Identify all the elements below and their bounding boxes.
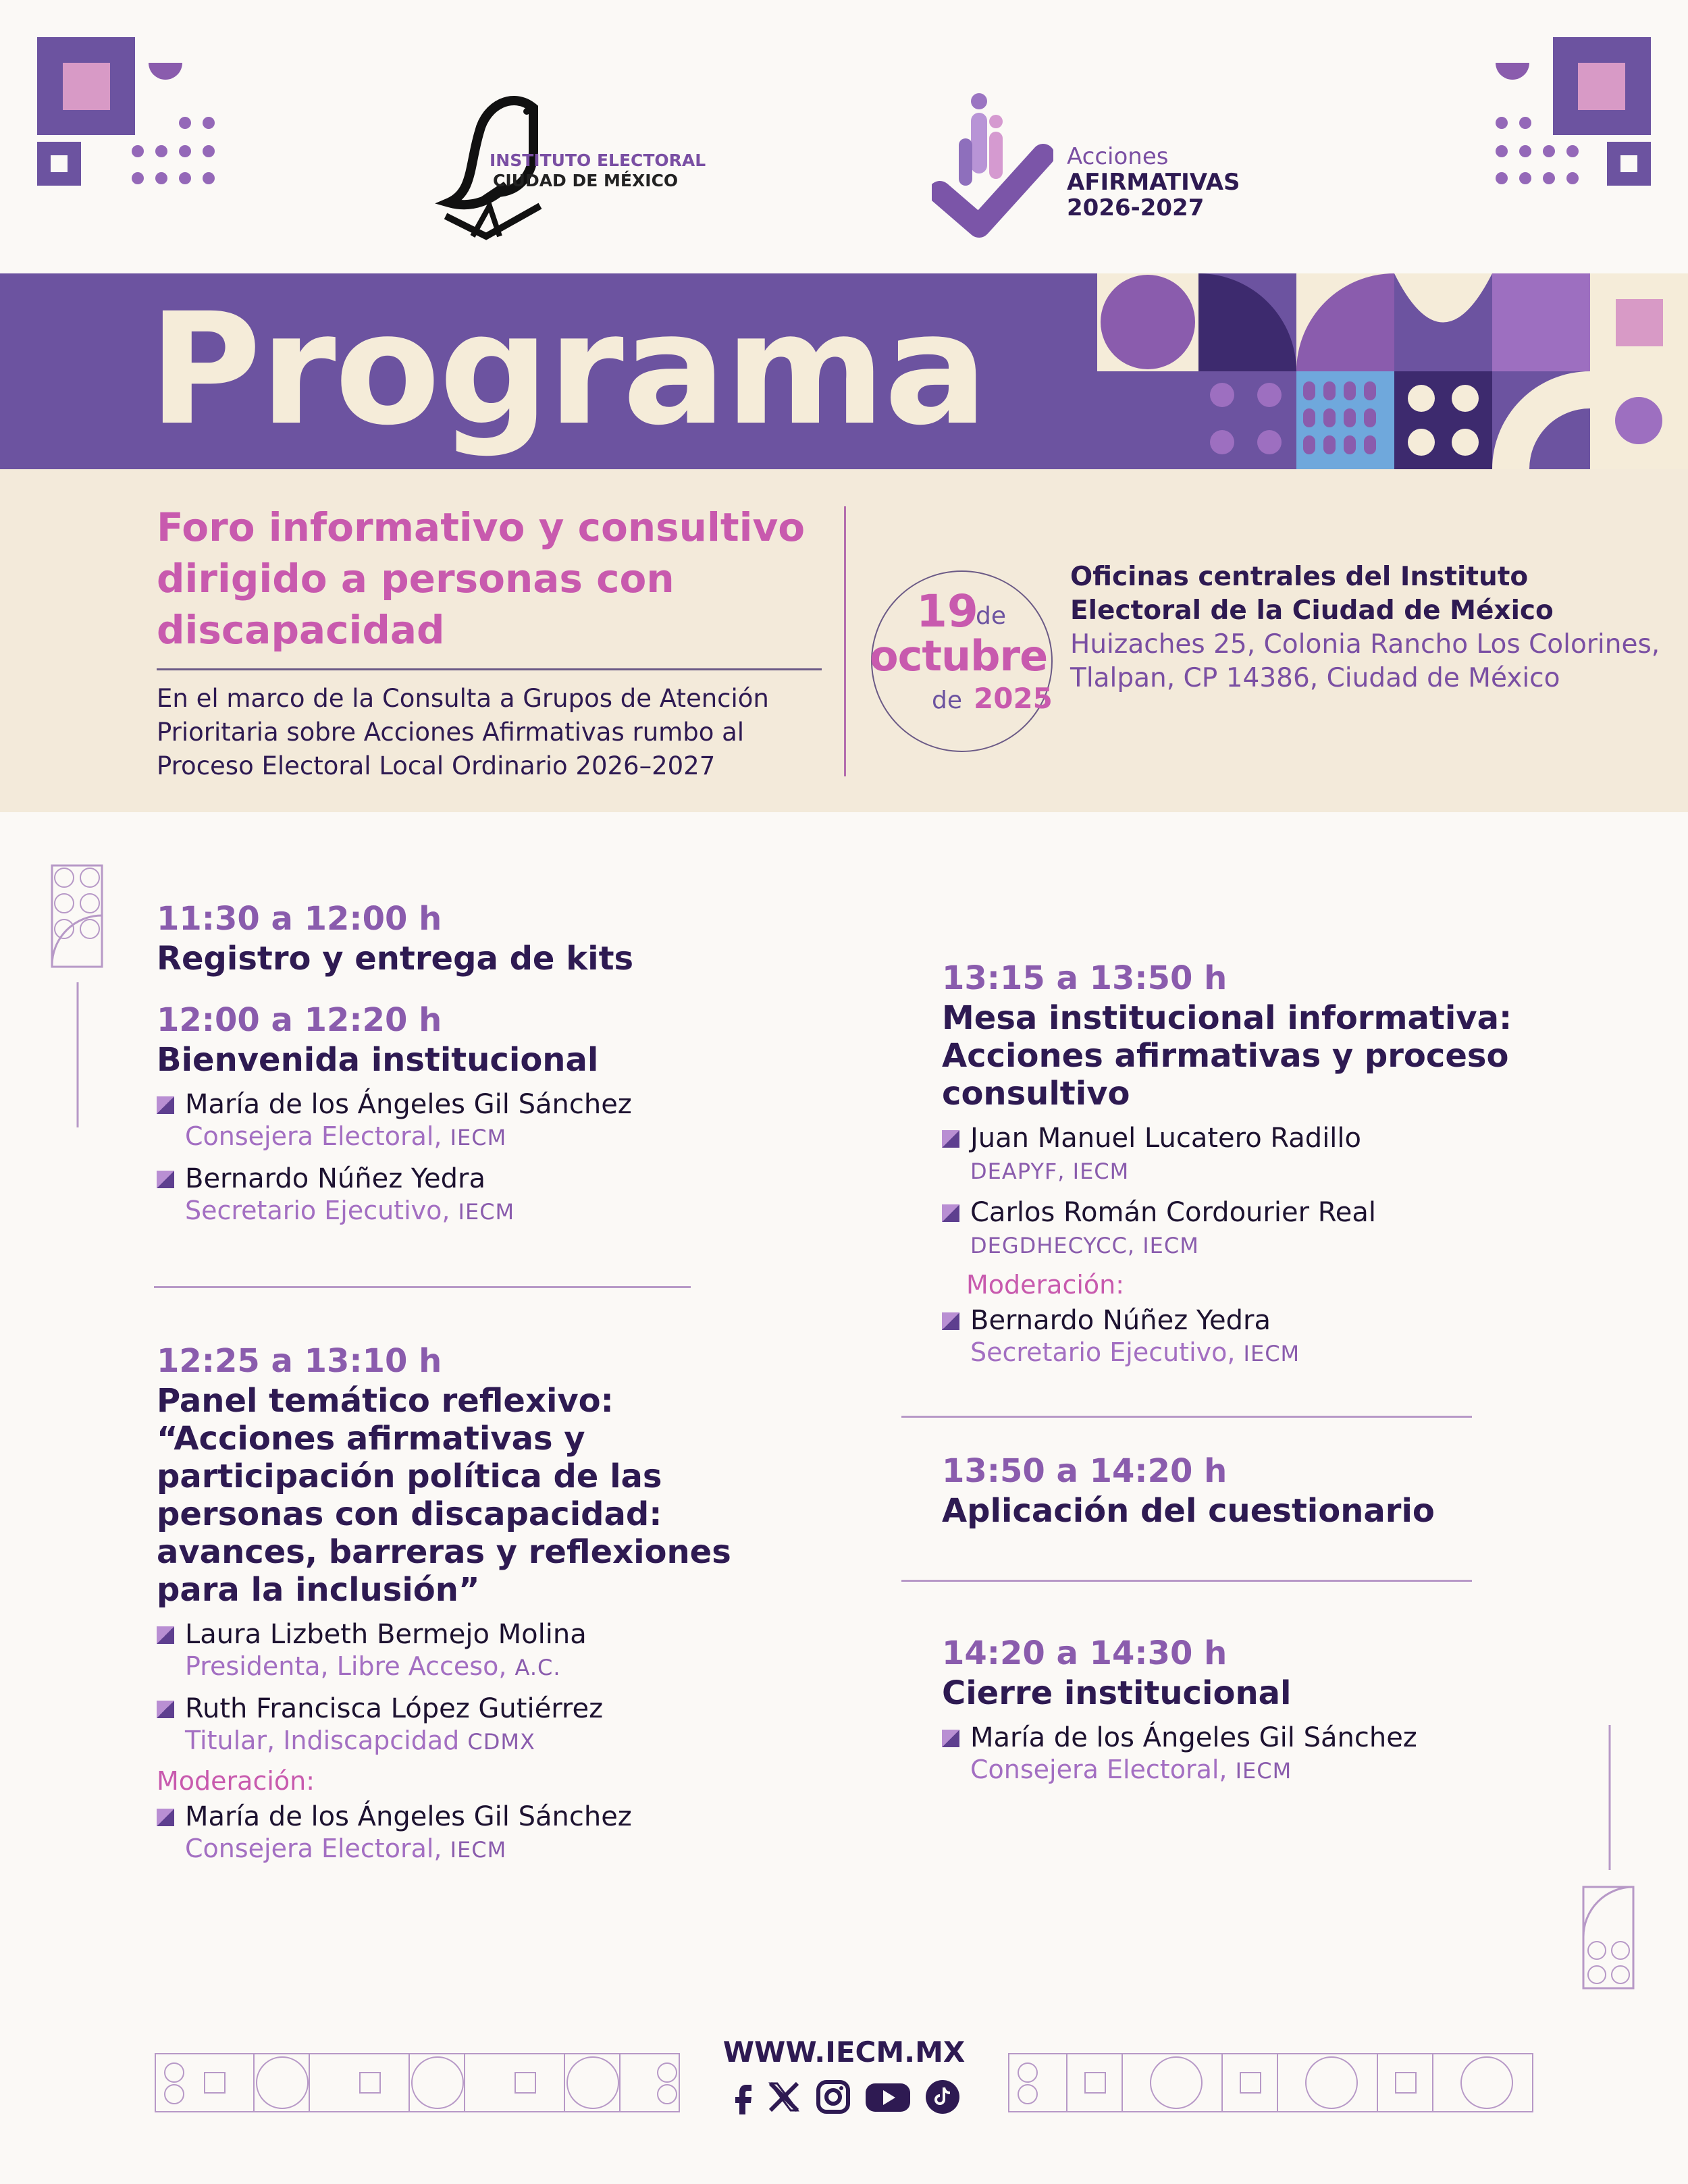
check-people-icon — [932, 91, 1053, 240]
schedule-item-panel — [157, 1340, 778, 1865]
instagram-icon[interactable] — [816, 2079, 851, 2114]
venue-address: Huizaches 25, Colonia Rancho Los Colorines, Tlalpan, CP 14386, Ciudad de México — [1070, 629, 1660, 693]
date-de-2: de — [932, 687, 962, 714]
footer-pattern-left — [154, 2052, 681, 2113]
participant-role: Consejera Electoral, IECM — [185, 1121, 507, 1151]
participant-name: Juan Manuel Lucatero Radillo — [970, 1123, 1362, 1154]
participant-name: María de los Ángeles Gil Sánchez — [185, 1089, 632, 1120]
aa-logo-line3: 2026-2027 — [1067, 194, 1205, 221]
schedule-title: Cierre institucional — [942, 1674, 1292, 1712]
participant-name: María de los Ángeles Gil Sánchez — [185, 1801, 632, 1832]
participant — [157, 1088, 866, 1153]
participant-role: Secretario Ejecutivo, IECM — [970, 1337, 1300, 1367]
participant-role: Consejera Electoral, IECM — [185, 1834, 507, 1863]
youtube-icon[interactable] — [864, 2079, 912, 2114]
schedule-title: Mesa institucional informativa: Acciones afirmativas y proceso consultivo — [942, 999, 1512, 1113]
participant-role: Titular, Indiscapcidad CDMX — [185, 1726, 535, 1755]
aa-logo-line2: AFIRMATIVAS — [1067, 169, 1240, 196]
program-banner — [0, 273, 1688, 469]
schedule-item-cuestionario — [942, 1450, 1550, 1530]
schedule-item-registro — [157, 898, 866, 978]
event-date-badge — [871, 570, 1053, 752]
facebook-icon[interactable] — [726, 2079, 761, 2114]
corner-decoration-top-right — [1475, 37, 1651, 192]
participant — [942, 1122, 1550, 1187]
schedule-item-mesa — [942, 957, 1550, 1369]
footer-url[interactable]: WWW.IECM.MX — [722, 2035, 966, 2069]
participant — [942, 1722, 1550, 1786]
banner-geometric-pattern — [1097, 273, 1688, 469]
participant-role: Presidenta, Libre Acceso, A.C. — [185, 1651, 561, 1681]
schedule-time: 13:15 a 13:50 h — [942, 959, 1228, 997]
participant — [157, 1618, 778, 1683]
participant-role: DEGDHECYCC, IECM — [970, 1233, 1199, 1258]
schedule-divider — [154, 1286, 691, 1288]
footer-pattern-right — [1007, 2052, 1534, 2113]
schedule-title: Bienvenida institucional — [157, 1041, 599, 1079]
schedule-time: 12:25 a 13:10 h — [157, 1342, 442, 1380]
iecm-logo-line2: CIUDAD DE MÉXICO — [493, 171, 679, 190]
right-side-ornament — [1580, 1725, 1637, 1995]
schedule-item-bienvenida — [157, 999, 866, 1227]
subtitle-divider — [157, 668, 822, 670]
tiktok-icon[interactable] — [925, 2079, 960, 2114]
acciones-afirmativas-logo — [932, 91, 1269, 246]
participant-role: Secretario Ejecutivo, IECM — [185, 1196, 515, 1225]
schedule-title: Aplicación del cuestionario — [942, 1492, 1435, 1530]
event-info-section — [0, 469, 1688, 812]
schedule-divider — [901, 1580, 1472, 1582]
program-title: Programa — [149, 279, 987, 459]
participant-role: DEAPYF, IECM — [970, 1158, 1130, 1184]
date-year: 2025 — [974, 682, 1053, 715]
schedule-divider — [901, 1416, 1472, 1418]
participant-name: Bernardo Núñez Yedra — [185, 1163, 485, 1194]
participant-name: Carlos Román Cordourier Real — [970, 1197, 1376, 1228]
moderation-label: Moderación: — [966, 1270, 1125, 1300]
participant-name: María de los Ángeles Gil Sánchez — [970, 1722, 1417, 1753]
schedule-time: 12:00 a 12:20 h — [157, 1001, 442, 1039]
participant — [157, 1801, 778, 1865]
corner-decoration-top-left — [37, 37, 213, 192]
schedule-title: Registro y entrega de kits — [157, 940, 634, 978]
participant — [942, 1304, 1550, 1369]
venue-name: Oficinas centrales del Instituto Electoral de la Ciudad de México — [1070, 562, 1554, 626]
schedule-time: 14:20 a 14:30 h — [942, 1634, 1228, 1672]
participant — [157, 1693, 778, 1757]
participant — [157, 1163, 866, 1227]
participant — [942, 1196, 1550, 1261]
schedule-title: Panel temático reflexivo: “Acciones afirmativas y participación política de las personas con discapacidad: avances, barreras y reflexiones para la inclusión” — [157, 1382, 731, 1609]
moderation-label: Moderación: — [157, 1766, 315, 1796]
schedule-item-cierre — [942, 1632, 1550, 1786]
x-icon[interactable] — [766, 2079, 801, 2114]
schedule-time: 11:30 a 12:00 h — [157, 900, 442, 938]
schedule-time: 13:50 a 14:20 h — [942, 1452, 1228, 1490]
participant-name: Ruth Francisca López Gutiérrez — [185, 1693, 604, 1724]
venue — [1070, 560, 1664, 695]
event-context: En el marco de la Consulta a Grupos de Atención Prioritaria sobre Acciones Afirmativas rumbo al Proceso Electoral Local Ordinario 2026–2027 — [157, 684, 769, 780]
event-subtitle: Foro informativo y consultivo dirigido a personas con discapacidad — [157, 504, 806, 653]
info-vertical-divider — [844, 506, 846, 776]
participant-name: Laura Lizbeth Bermejo Molina — [185, 1619, 587, 1650]
iecm-logo-line1: INSTITUTO ELECTORAL — [490, 151, 706, 170]
participant-name: Bernardo Núñez Yedra — [970, 1305, 1271, 1336]
iecm-logo — [432, 91, 716, 246]
aa-logo-line1: Acciones — [1067, 143, 1169, 170]
date-day: 19 — [916, 585, 978, 637]
left-side-ornament — [51, 864, 108, 1134]
date-de-1: de — [976, 602, 1006, 630]
date-month: octubre — [870, 631, 1048, 681]
participant-role: Consejera Electoral, IECM — [970, 1755, 1292, 1784]
